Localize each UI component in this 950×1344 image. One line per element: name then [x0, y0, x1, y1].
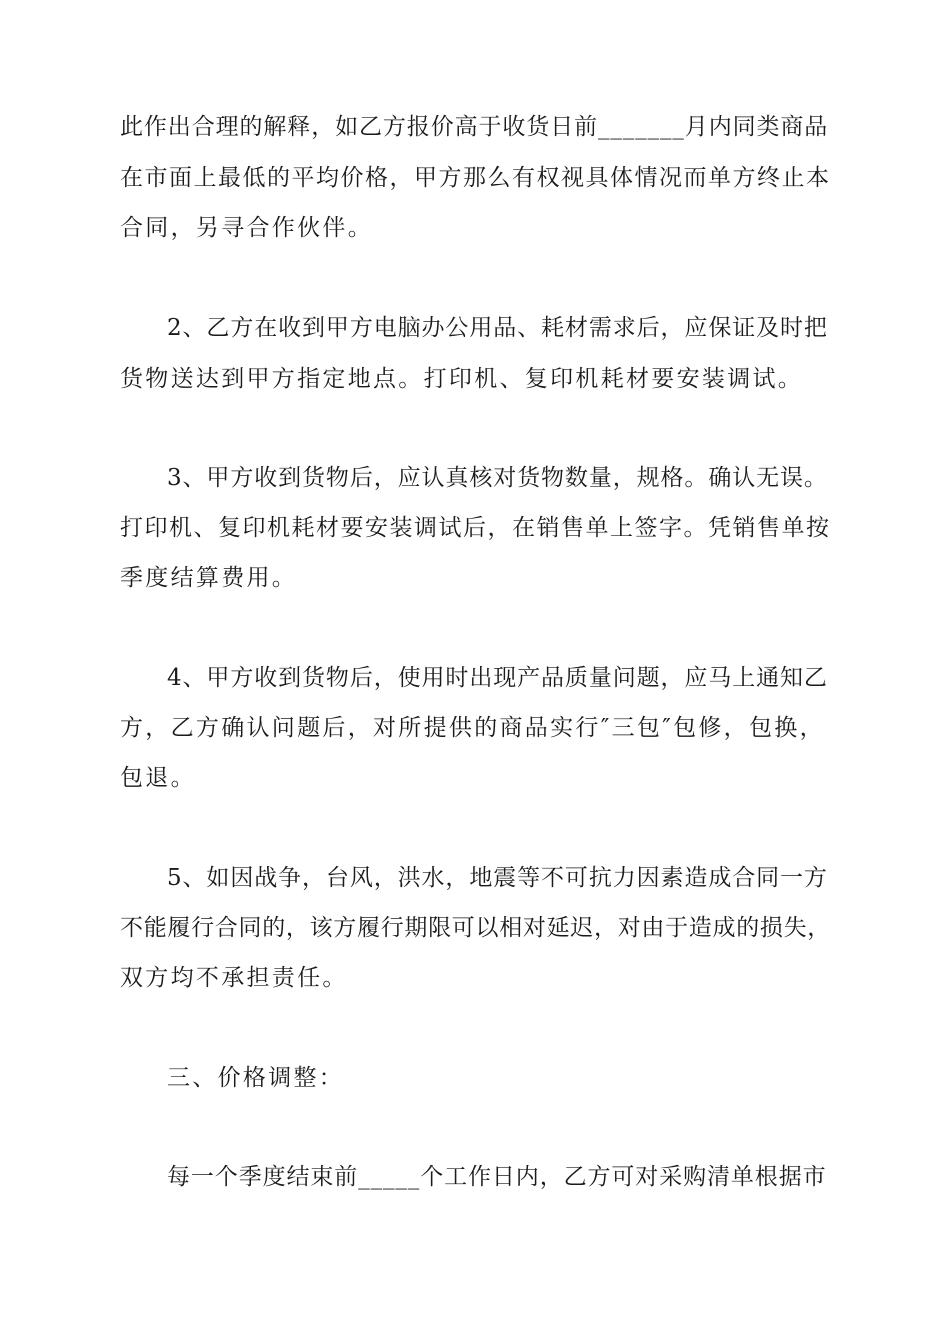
paragraph-line: 方，乙方确认问题后，对所提供的商品实行″三包″包修，包换，: [120, 715, 825, 741]
paragraph-line: 双方均不承担责任。: [120, 965, 348, 991]
paragraph-line: 货物送达到甲方指定地点。打印机、复印机耗材要安装调试。: [120, 366, 804, 392]
paragraph-line: 合同，另寻合作伙伴。: [120, 215, 373, 241]
paragraph-line: 在市面上最低的平均价格，甲方那么有权视具体情况而单方终止本: [120, 165, 831, 191]
paragraph-line: 包退。: [120, 765, 196, 791]
paragraph-line: 4、甲方收到货物后，使用时出现产品质量问题，应马上通知乙: [167, 665, 828, 691]
paragraph-line: 每一个季度结束前_____个工作日内，乙方可对采购清单根据市: [167, 1164, 827, 1190]
paragraph-line: 5、如因战争，台风，洪水，地震等不可抗力因素造成合同一方: [167, 865, 828, 891]
section-heading: 三、价格调整：: [167, 1065, 345, 1091]
paragraph-line: 不能履行合同的，该方履行期限可以相对延迟，对由于造成的损失，: [120, 915, 831, 941]
paragraph-line: 打印机、复印机耗材要安装调试后，在销售单上签字。凭销售单按: [120, 515, 831, 541]
paragraph-line: 2、乙方在收到甲方电脑办公用品、耗材需求后，应保证及时把: [167, 315, 828, 341]
paragraph-line: 3、甲方收到货物后，应认真核对货物数量，规格。确认无误。: [167, 465, 828, 491]
paragraph-line: 季度结算费用。: [120, 565, 298, 591]
paragraph-line: 此作出合理的解释，如乙方报价高于收货日前_______月内同类商品: [120, 114, 829, 140]
